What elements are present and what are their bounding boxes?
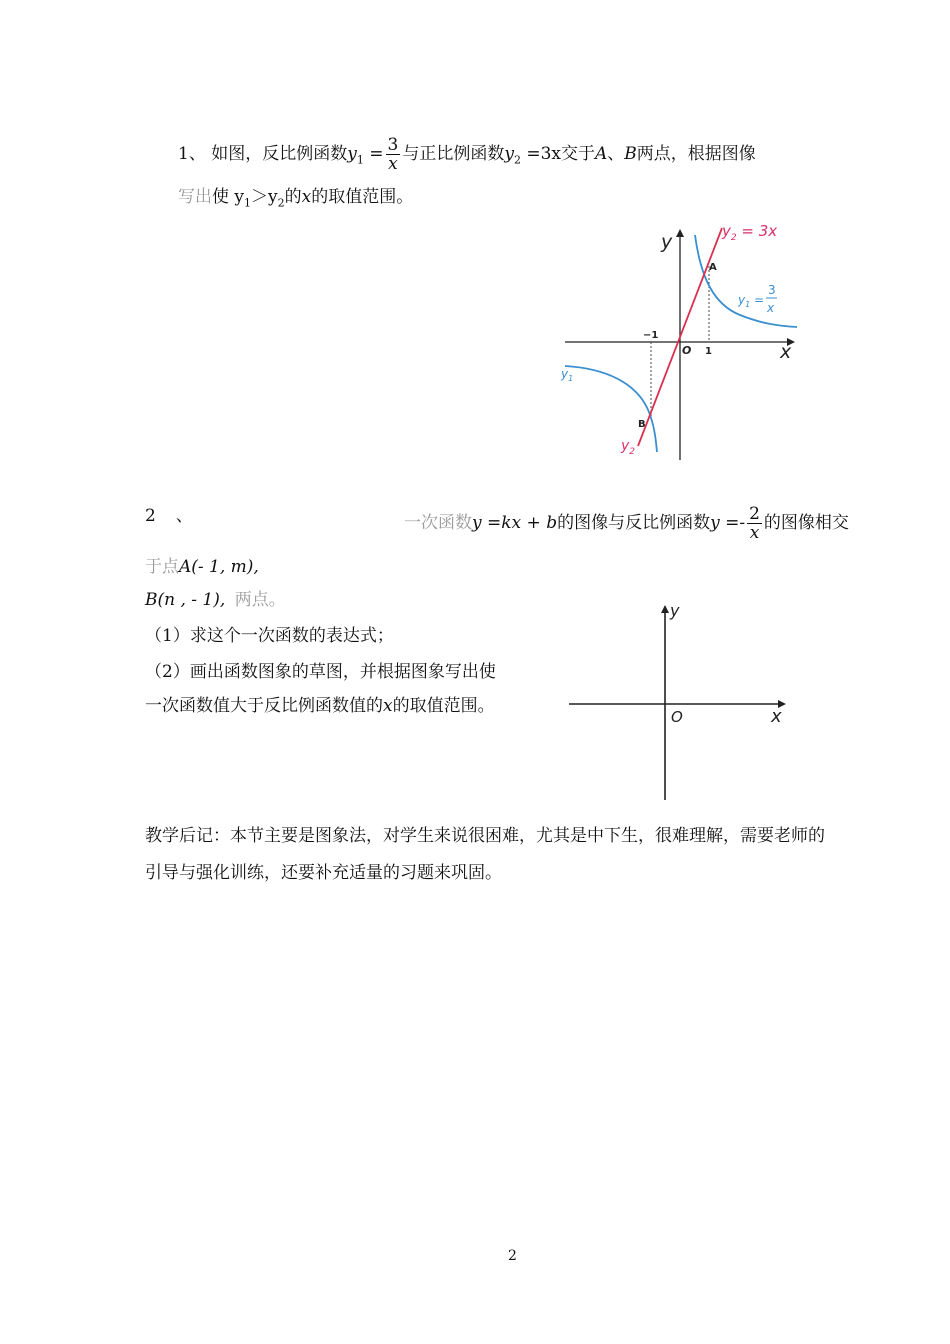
fraction-numerator: 3 [768, 283, 776, 297]
label-y2 [620, 438, 635, 457]
point-b-coords: B(n , - 1), [145, 590, 226, 610]
text: 一次函数 [404, 513, 472, 533]
text: 的取值范围。 [392, 696, 495, 716]
fraction-2-over-x [747, 505, 762, 542]
denominator: x [747, 523, 762, 542]
subscript: 2 [629, 447, 636, 457]
var-x: x [383, 696, 393, 716]
equation-linear: y =kx + b [472, 513, 558, 533]
subscript: 1 [568, 374, 574, 383]
separator: 、 [175, 506, 193, 526]
subscript: 1 [745, 300, 751, 309]
equals: = [750, 293, 765, 307]
text: 的取值范围。 [311, 187, 414, 207]
separator: 、 [607, 144, 625, 164]
point-a-coords: A(- 1, m), [179, 557, 259, 577]
question-2-line-3 [145, 589, 286, 611]
question-number: 2 [145, 506, 156, 526]
text: 于点 [145, 557, 179, 577]
question-1-line-1 [178, 136, 756, 173]
var-y1: y [347, 144, 357, 164]
text: 两点。 [234, 590, 286, 610]
var-x: x [301, 187, 312, 207]
text: 的图像与反比例函数 [557, 513, 711, 533]
y-axis-label: y [661, 231, 673, 253]
point-b-label: B [638, 419, 646, 430]
point-a-label: A [709, 262, 717, 273]
label-y1-equation [737, 293, 764, 309]
text: 交于 [561, 144, 595, 164]
sub-question-1: （1）求这个一次函数的表达式； [145, 626, 394, 646]
tick-label-1: 1 [705, 346, 712, 357]
graph-2 [565, 600, 790, 805]
y-axis-arrow [661, 605, 669, 613]
var: y [738, 293, 746, 307]
y-axis-label: y [670, 601, 680, 620]
fraction-3-over-x [386, 136, 401, 173]
question-1-line-2 [178, 186, 413, 214]
text: ＞y [251, 187, 278, 207]
denominator: x [386, 154, 401, 173]
equation-inverse-lhs: y =- [710, 513, 746, 533]
question-2-line-2 [145, 556, 259, 578]
origin-label: O [682, 344, 692, 357]
point-a: A [595, 144, 608, 164]
sub-question-2: （2）画出函数图象的草图，并根据图象写出使 [145, 662, 496, 682]
x-axis-label: x [780, 341, 792, 363]
text: 一次函数值大于反比例函数值的 [145, 696, 383, 716]
graph-1 [555, 220, 805, 465]
var: y [621, 438, 630, 454]
curve-y1-negative-branch [565, 366, 657, 452]
question-2-number [145, 505, 193, 527]
page-number: 2 [508, 1248, 517, 1264]
tick-label-neg1: −1 [643, 330, 659, 341]
teaching-notes-line-2: 引导与强化训练，还要补充适量的习题来巩固。 [145, 863, 502, 883]
fraction-denominator: x [767, 301, 775, 315]
text: 两点，根据图像 [636, 144, 756, 164]
subscript: 2 [730, 233, 737, 243]
question-number: 1、 [178, 144, 206, 164]
text: 的图像相交 [763, 513, 849, 533]
question-2-line-1 [404, 505, 849, 542]
equals: = [369, 144, 384, 164]
var: y [722, 222, 731, 240]
subscript: 2 [513, 153, 521, 167]
text: 与正比例函数 [402, 144, 505, 164]
point-b: B [624, 144, 637, 164]
var-y2: y [504, 144, 514, 164]
subscript: 1 [356, 153, 364, 167]
faint-text: 写出 [178, 187, 212, 207]
sub-question-2-cont [145, 695, 495, 717]
text: 如图，反比例函数 [211, 144, 348, 164]
y-axis-arrow [676, 229, 684, 237]
numerator: 3 [387, 135, 399, 155]
subscript: 2 [277, 196, 285, 210]
curve-y1-positive-branch [695, 235, 797, 327]
origin-label: O [671, 708, 683, 726]
text: 使 y [212, 187, 245, 207]
var: y [561, 367, 569, 381]
x-axis-label: x [771, 706, 782, 727]
rhs: = 3x [736, 222, 778, 240]
teaching-notes-line-1: 教学后记：本节主要是图象法，对学生来说很困难，尤其是中下生，很难理解，需要老师的 [145, 826, 825, 846]
label-y2-equation [721, 222, 777, 243]
text: 的 [284, 187, 302, 207]
equation-3x: =3x [526, 144, 561, 164]
label-y1 [560, 367, 573, 383]
numerator: 2 [749, 504, 760, 524]
subscript: 1 [244, 196, 252, 210]
